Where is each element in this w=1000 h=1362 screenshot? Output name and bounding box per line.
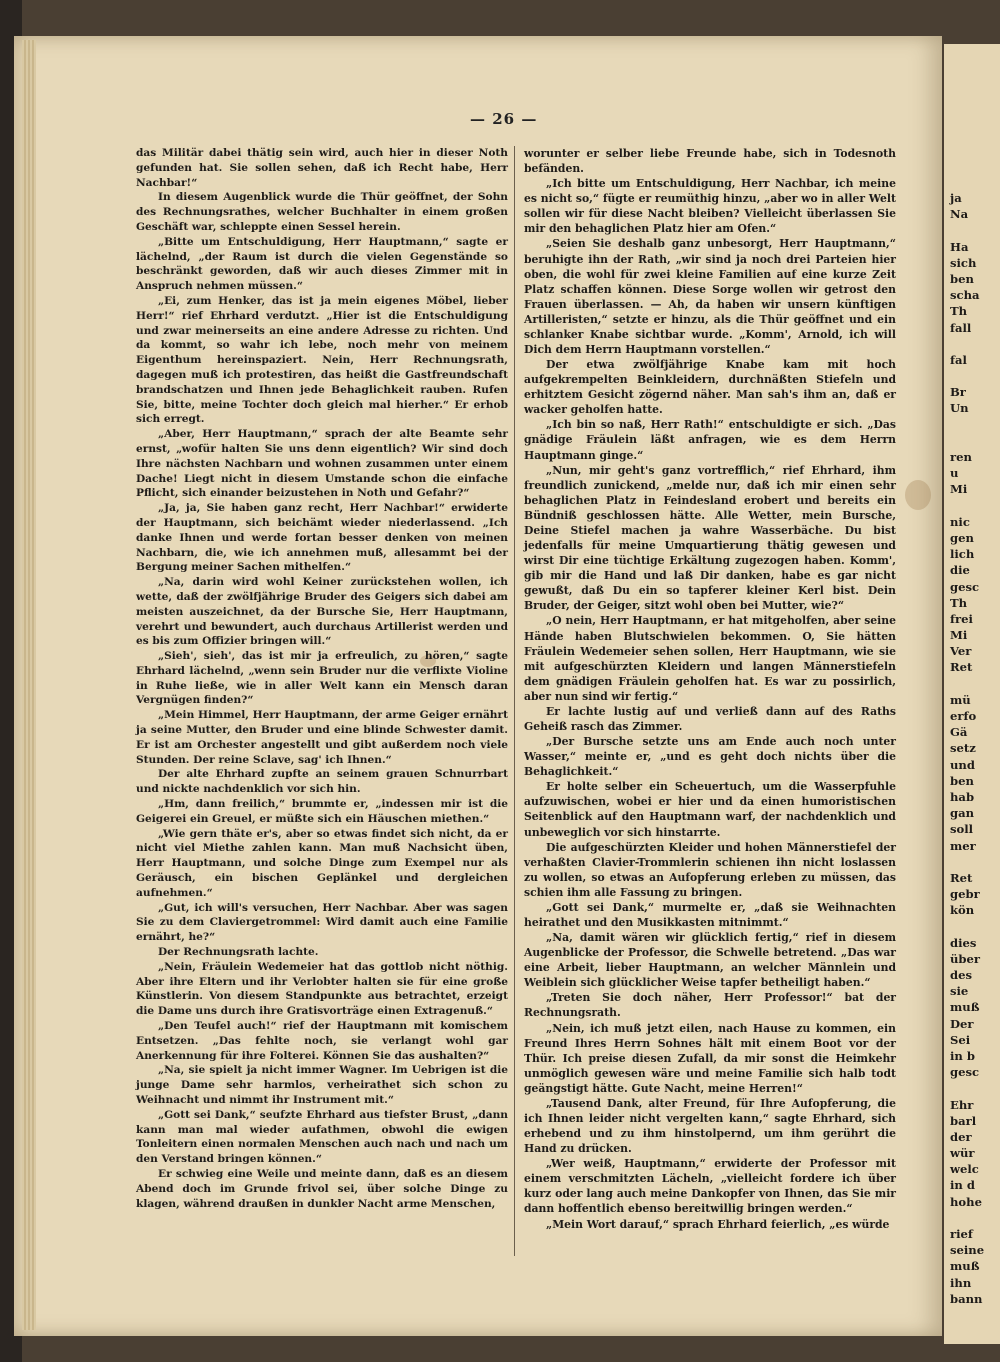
- paragraph: Der alte Ehrhard zupfte an seinem grauen Schnurrbart und nickte nachdenklich vor sich hin.: [136, 768, 508, 796]
- paragraph: „Na, sie spielt ja nicht immer Wagner. Im Uebrigen ist die junge Dame sehr harmlos, verheirathet sich schon zu Weihnacht und nimmt ihr Instrument mit.“: [136, 1064, 508, 1106]
- next-page-fragment: scha: [950, 288, 980, 303]
- next-page-fragment: hohe: [950, 1194, 982, 1209]
- paragraph: „Mein Wort darauf,“ sprach Ehrhard feierlich, „es würde: [546, 1217, 890, 1231]
- next-page-fragment: gan: [950, 806, 975, 821]
- paragraph: „Aber, Herr Hauptmann,“ sprach der alte Beamte sehr ernst, „wofür halten Sie uns denn eigentlich? Wir sind doch Ihre nächsten Nachbarn und wohnen zusammen unter einem Dache! Liegt nicht in diesem Umstande schon die einfache Pflicht, sich einander beizustehen in Noth und Gefahr?“: [136, 428, 508, 500]
- paragraph: „Der Bursche setzte uns am Ende auch noch unter Wasser,“ meinte er, „und es geht doch nichts über die Behaglichkeit.“: [524, 735, 896, 779]
- paragraph: „Treten Sie doch näher, Herr Professor!“ bat der Rechnungsrath.: [524, 991, 896, 1020]
- paragraph: Er holte selber ein Scheuertuch, um die Wasserpfuhle aufzuwischen, wobei er hier und da einen humoristischen Seitenblick auf den Hauptmann warf, der nachdenklich und unbeweglich vor sich hinstarrte.: [524, 780, 896, 839]
- page-number: — 26 —: [470, 110, 538, 128]
- next-page-fragment: bann: [950, 1291, 983, 1306]
- paragraph: Der Rechnungsrath lachte.: [158, 946, 319, 959]
- next-page-fragment: rief: [950, 1227, 973, 1241]
- column-divider: [514, 146, 515, 1256]
- paragraph: In diesem Augenblick wurde die Thür geöffnet, der Sohn des Rechnungsrathes, welcher Buchhalter in einem großen Geschäft war, schleppte einen Sessel herein.: [136, 191, 508, 233]
- next-page-fragment: lich: [950, 547, 975, 562]
- next-page-fragment: Ret: [950, 870, 973, 885]
- next-page-fragment: der: [950, 1129, 972, 1144]
- next-page-fragment: fal: [950, 352, 967, 367]
- next-page-fragment: Der: [950, 1016, 974, 1031]
- next-page-text: [950, 190, 984, 1307]
- next-page-fragment: sie: [950, 984, 969, 999]
- next-page-fragment: gebr: [950, 887, 980, 902]
- next-page-fragment: erfo: [950, 709, 977, 723]
- next-page-fragment: ben: [950, 773, 974, 788]
- paragraph: „Tausend Dank, alter Freund, für Ihre Aufopferung, die ich Ihnen leider nicht vergelten kann,“ sagte Ehrhard, sich erhebend und zu ihm hinstolpernd, um ihm gerührt die Hand zu drücken.: [524, 1096, 896, 1156]
- next-page-fragment: ren: [950, 450, 972, 464]
- next-page-fragment: über: [950, 951, 981, 966]
- next-page-fragment: soll: [950, 822, 974, 837]
- paragraph: „Den Teufel auch!“ rief der Hauptmann mit komischem Entsetzen. „Das fehlte noch, sie verlangt wohl gar Anerkennung für ihre Folterei. Können Sie das aushalten?“: [136, 1020, 508, 1062]
- next-page-fragment: [950, 1080, 984, 1096]
- paragraph: „O nein, Herr Hauptmann, er hat mitgeholfen, aber seine Hände haben Blutschwielen bekommen. O, Sie hätten Fräulein Wedemeier sehen sollen, Herr Hauptmann, wie sie mit aufgeschürzten Kleidern und langen Männerstiefeln dem gnädigen Fräulein geholfen hat. Es war zu possirlich, aber nun sind wir fertig.“: [524, 614, 896, 703]
- next-page-fragment: welc: [950, 1162, 979, 1177]
- next-page-fragment: muß: [950, 1259, 980, 1274]
- next-page-fragment: hab: [950, 789, 975, 804]
- next-page-fragment: Ha: [950, 239, 969, 254]
- next-page-fragment: Na: [950, 207, 969, 222]
- next-page-fragment: ihn: [950, 1275, 972, 1290]
- paragraph: „Ei, zum Henker, das ist ja mein eigenes Möbel, lieber Herr!“ rief Ehrhard verdutzt. „Hier ist die Entschuldigung und zwar meinerseits an eine andere Adresse zu richten. Und da kommt, so wahr ich lebe, noch mehr von meinem Eigenthum hereinspaziert. Nein, Herr Rechnungsrath, dagegen muß ich protestiren, das heißt die Gastfreundschaft brandschatzen und Ihnen jede Behaglichkeit rauben. Rufen Sie, bitte, meine Tochter doch gleich mal hierher.“ Er erhob sich erregt.: [136, 294, 508, 426]
- paragraph: „Na, damit wären wir glücklich fertig,“ rief in diesem Augenblicke der Professor, die Schwelle betretend. „Das war eine Arbeit, lieber Hauptmann, an welcher Männlein und Weiblein sich glücklicher Weise tapfer betheiligt haben.“: [524, 931, 896, 990]
- next-page-fragment: Ret: [950, 660, 973, 675]
- next-page-fragment: u: [950, 466, 959, 481]
- paragraph: das Militär dabei thätig sein wird, auch hier in dieser Noth gefunden hat. Sie sollen sehen, daß ich Recht habe, Herr Nachbar!“: [136, 147, 508, 189]
- page-edges: [22, 40, 36, 1330]
- paragraph: „Wer weiß, Hauptmann,“ erwiderte der Professor mit einem verschmitzten Lächeln, „vielleicht fordere ich über kurz oder lang auch meine Dankopfer von Ihnen, das Sie mir dann hoffentlich ebenso bereitwillig bringen werden.“: [524, 1157, 896, 1216]
- paragraph: „Na, darin wird wohl Keiner zurückstehen wollen, ich wette, daß der zwölfjährige Bruder des Geigers sich dabei am meisten auszeichnet, da der Bursche Sie, Herr Hauptmann, verehrt und bewundert, auch durchaus Artillerist werden und es bis zum Offizier bringen will.“: [136, 576, 508, 648]
- right-column: [524, 146, 896, 1232]
- paragraph: „Ich bitte um Entschuldigung, Herr Nachbar, ich meine es nicht so,“ fügte er reumüthig hinzu, „aber wo in aller Welt sollen wir für diese Nacht bleiben? Vielleicht überlassen Sie mir den behaglichen Platz hier am Ofen.“: [524, 177, 896, 236]
- next-page-fragment: Ver: [950, 644, 972, 659]
- next-page-fragment: Br: [950, 385, 966, 400]
- paragraph: worunter er selber liebe Freunde habe, sich in Todesnoth befänden.: [524, 147, 896, 176]
- next-page-fragment: seine: [950, 1243, 985, 1258]
- paragraph: „Sieh', sieh', das ist mir ja erfreulich, zu hören,“ sagte Ehrhard lächelnd, „wenn sein Bruder nur die verflixte Violine in Ruhe ließe, wie in aller Welt kann ein Mensch daran Vergnügen finden?“: [136, 650, 508, 707]
- next-page-fragment: ben: [950, 271, 974, 286]
- next-page-fragment: muß: [950, 1000, 980, 1015]
- next-page-fragment: dies: [950, 935, 977, 950]
- paragraph: Er schwieg eine Weile und meinte dann, daß es an diesem Abend doch im Grunde frivol sei, über solche Dinge zu klagen, während draußen in dunkler Nacht arme Menschen,: [136, 1167, 508, 1210]
- next-page-fragment: nic: [950, 514, 970, 529]
- paragraph: „Wie gern thäte er's, aber so etwas findet sich nicht, da er nicht viel Miethe zahlen kann. Man muß Nachsicht üben, Herr Hauptmann, und solche Dinge zum Exempel nur als Geräusch, ein bischen Geplänkel und dergleichen aufnehmen.“: [136, 827, 508, 899]
- next-page-fragment: die: [950, 563, 970, 578]
- paragraph: „Gott sei Dank,“ murmelte er, „daß sie Weihnachten heirathet und den Musikkasten mitnimmt.“: [524, 900, 896, 929]
- next-page-fragment: Gä: [950, 725, 968, 740]
- next-page-fragment: [950, 498, 984, 514]
- next-page-fragment: gesc: [950, 579, 980, 594]
- paragraph: „Gut, ich will's versuchen, Herr Nachbar. Aber was sagen Sie zu dem Claviergetrommel: Wird damit auch eine Familie ernährt, he?“: [136, 901, 508, 944]
- next-page-fragment: Th: [950, 304, 968, 319]
- next-page-fragment: frei: [950, 611, 973, 626]
- paragraph: „Nein, ich muß jetzt eilen, nach Hause zu kommen, ein Freund Ihres Herrn Sohnes hält mit einem Boot vor der Thür. Ich preise diesen Zufall, da mir sonst die Heimkehr unmöglich gewesen wäre und meine Familie sich halb todt geängstigt hätte. Gute Nacht, meine Herren!“: [524, 1021, 896, 1095]
- next-page-fragment: mü: [950, 692, 971, 707]
- next-page-fragment: Ehr: [950, 1097, 974, 1112]
- next-page-fragment: kön: [950, 903, 975, 918]
- next-page-fragment: [950, 417, 984, 433]
- left-column: [136, 146, 508, 1211]
- next-page-fragment: Mi: [950, 482, 968, 497]
- next-page-fragment: sich: [950, 255, 977, 270]
- next-page-fragment: fall: [950, 320, 972, 335]
- next-page-fragment: Sei: [950, 1032, 971, 1047]
- next-page-fragment: ja: [950, 191, 962, 205]
- next-page-fragment: in d: [950, 1178, 975, 1193]
- next-page-fragment: des: [950, 968, 973, 982]
- next-page-fragment: Th: [950, 595, 968, 610]
- next-page-fragment: mer: [950, 838, 976, 853]
- paragraph: „Mein Himmel, Herr Hauptmann, der arme Geiger ernährt ja seine Mutter, den Bruder und eine blinde Schwester damit. Er ist am Orchester angestellt und gibt außerdem noch viele Stunden. Der reine Sclave, sag' ich Ihnen.“: [136, 709, 508, 766]
- next-page-edge: [944, 44, 1000, 1344]
- next-page-fragment: gesc: [950, 1065, 980, 1080]
- next-page-fragment: barl: [950, 1113, 977, 1128]
- stain: [905, 480, 931, 510]
- paragraph: „Bitte um Entschuldigung, Herr Hauptmann,“ sagte er lächelnd, „der Raum ist durch die vielen Gegenstände so beschränkt geworden, daß wir auch dieses Zimmer mit in Anspruch nehmen müssen.“: [136, 235, 508, 293]
- paragraph: Die aufgeschürzten Kleider und hohen Männerstiefel der verhaßten Clavier-Trommlerin schienen ihn nicht loslassen zu wollen, so etwas an Aufopferung erleben zu müssen, das schien ihm alle Fassung zu bringen.: [524, 840, 896, 899]
- next-page-fragment: wür: [950, 1146, 975, 1161]
- next-page-fragment: [950, 676, 984, 692]
- paragraph: „Nun, mir geht's ganz vortrefflich,“ rief Ehrhard, ihm freundlich zunickend, „melde nur, daß ich mir einen sehr behaglichen Platz in Feindesland erobert und bereits ein Bündniß geschlossen hätte. Alle Wetter, mein Bursche, Deine Stiefel machen ja wahre Wasserbäche. Du bist jedenfalls für meine Umquartierung thätig gewesen und wirst Dir eine tüchtige Erkältung zugezogen haben. Komm', gib mir die Hand und laß Dir danken, habe es gar nicht gewußt, daß Du ein so tapferer kleiner Kerl bist. Dein Bruder, der Geiger, sitzt wohl oben bei Mutter, wie?“: [524, 463, 896, 613]
- paragraph: Der etwa zwölfjährige Knabe kam mit hoch aufgekrempelten Beinkleidern, durchnäßten Stiefeln und erhitztem Gesicht zögernd näher. Man sah's ihm an, daß er wacker geholfen hatte.: [524, 358, 896, 417]
- next-page-fragment: [950, 336, 984, 352]
- next-page-fragment: gen: [950, 530, 974, 545]
- next-page-fragment: Mi: [950, 628, 968, 643]
- paragraph: „Ich bin so naß, Herr Rath!“ entschuldigte er sich. „Das gnädige Fräulein läßt anfragen, wie es dem Herrn Hauptmann ginge.“: [524, 418, 896, 462]
- next-page-fragment: [950, 368, 984, 384]
- paragraph: „Gott sei Dank,“ seufzte Ehrhard aus tiefster Brust, „dann kann man mal wieder aufathmen, obwohl die ewigen Tonleitern einen normalen Menschen auch nach und nach um den Verstand bringen können.“: [136, 1108, 508, 1166]
- next-page-fragment: [950, 222, 984, 238]
- next-page-fragment: [950, 918, 984, 934]
- next-page-fragment: setz: [950, 741, 976, 756]
- paragraph: „Seien Sie deshalb ganz unbesorgt, Herr Hauptmann,“ beruhigte ihn der Rath, „wir sind ja noch drei Parteien hier oben, die wohl für zwei kleine Familien auf eine kurze Zeit Platz schaffen können. Diese Sorge wollen wir getrost den Frauen überlassen. — Ah, da haben wir unsern künftigen Artilleristen,“ setzte er hinzu, als die Thür geöffnet und ein schlanker Knabe sichtbar wurde. „Komm', Arnold, ich will Dich dem Herrn Hauptmann vorstellen.“: [524, 237, 896, 357]
- paragraph: „Ja, ja, Sie haben ganz recht, Herr Nachbar!“ erwiderte der Hauptmann, sich beichämt wieder niederlassend. „Ich danke Ihnen und werde fortan besser denken von meinen Nachbarn, die, wie ich annehmen muß, allesammt bei der Bergung meiner Sachen mithelfen.“: [136, 502, 508, 574]
- next-page-fragment: Un: [950, 401, 969, 416]
- next-page-fragment: in b: [950, 1048, 975, 1063]
- next-page-fragment: [950, 854, 984, 870]
- next-page-fragment: und: [950, 757, 975, 772]
- paragraph: „Nein, Fräulein Wedemeier hat das gottlob nicht nöthig. Aber ihre Eltern und ihr Verlobter halten sie für eine große Künstlerin. Von diesem Standpunkte aus betrachtet, erzeigt die Dame uns durch ihre Gratisvorträge einen Extragenuß.“: [136, 960, 508, 1018]
- paragraph: Er lachte lustig auf und verließ dann auf des Raths Geheiß rasch das Zimmer.: [524, 704, 896, 733]
- next-page-fragment: [950, 1210, 984, 1226]
- paragraph: „Hm, dann freilich,“ brummte er, „indessen mir ist die Geigerei ein Greuel, er müßte sich ein Häuschen miethen.“: [136, 798, 508, 825]
- next-page-fragment: [950, 433, 984, 449]
